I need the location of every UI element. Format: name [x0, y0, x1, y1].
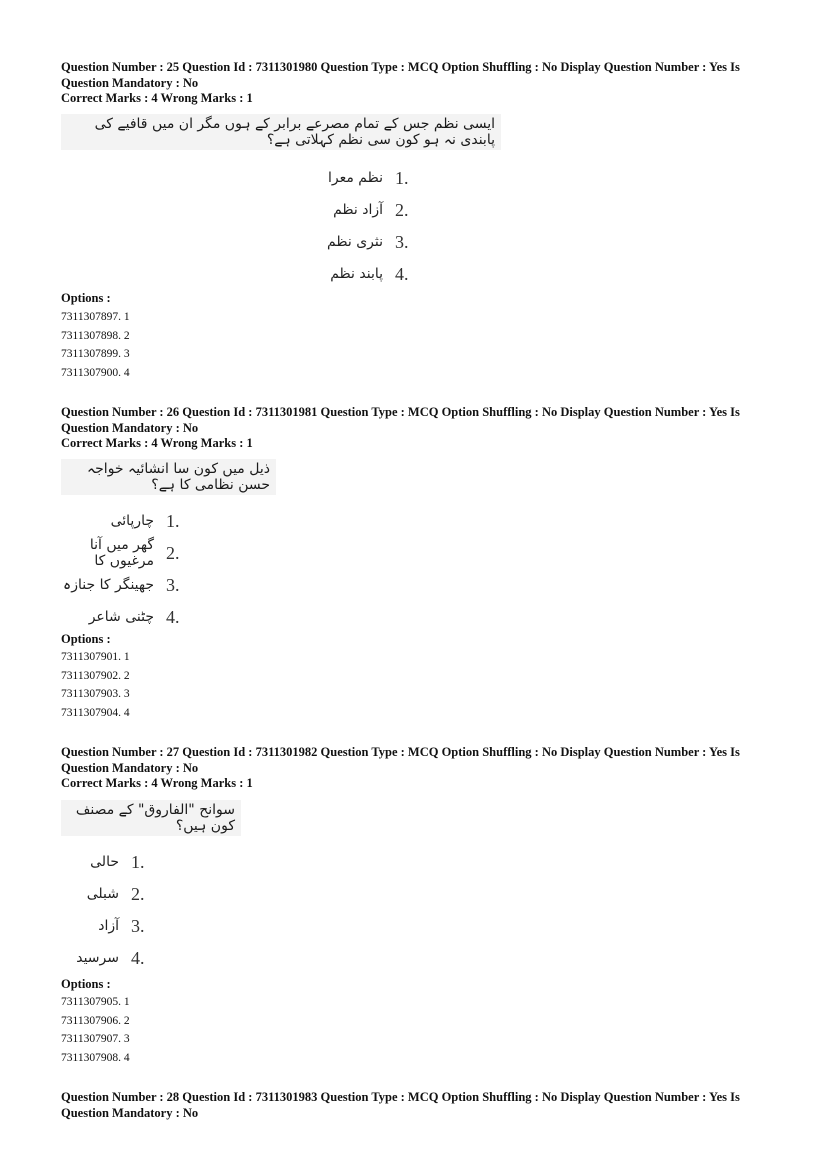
choice — [61, 537, 186, 569]
choice — [61, 846, 151, 878]
choice — [61, 601, 186, 633]
question-26-text-box — [61, 455, 276, 495]
choice-text: گھر میں آنا مرغیوں کا — [89, 537, 154, 569]
choice-text: نثری نظم — [327, 234, 383, 250]
choice-text: چارپائی — [110, 513, 154, 529]
question-27-text-box — [61, 796, 241, 836]
option-id: 7311307905. 1 — [61, 996, 130, 1008]
question-meta-cont: Question Mandatory : No — [61, 1105, 199, 1120]
choice — [61, 569, 186, 601]
choice — [61, 910, 151, 942]
choice-text: شبلی — [86, 886, 119, 902]
choice — [61, 942, 151, 974]
question-27-header — [61, 745, 751, 792]
options-label: Options : — [61, 632, 111, 646]
choice-number: 1. — [166, 510, 180, 531]
option-id: 7311307900. 4 — [61, 366, 130, 379]
choice-number: 4. — [395, 263, 409, 284]
option-id: 7311307902. 2 — [61, 669, 130, 682]
choice — [300, 258, 415, 290]
choice-number: 4. — [166, 606, 180, 627]
question-meta: Question Number : 25 Question Id : 7311301980 Question Type : MCQ Option Shuffling : No Display Question Number : Yes Is — [61, 60, 740, 74]
option-id: 7311307898. 2 — [61, 329, 130, 342]
choice — [300, 226, 415, 258]
choice-text: جھینگر کا جنازہ — [63, 577, 154, 593]
choice-number: 2. — [131, 883, 145, 904]
option-id: 7311307907. 3 — [61, 1033, 130, 1045]
question-text: سوانح "الفاروق" کے مصنف کون ہیں؟ — [61, 800, 241, 836]
choice-text: آزاد — [98, 918, 119, 934]
question-28-header — [61, 1090, 751, 1121]
question-text: ایسی نظم جس کے تمام مصرعے برابر کے ہوں مگر ان میں قافیے کی پابندی نہ ہو کون سی نظم کہلاتی ہے؟ — [61, 114, 501, 150]
options-label: Options : — [61, 291, 111, 305]
option-id: 7311307897. 1 — [61, 311, 130, 323]
choice-number: 3. — [131, 915, 145, 936]
marks-line: Correct Marks : 4 Wrong Marks : 1 — [61, 436, 253, 450]
question-26-header — [61, 405, 751, 452]
option-id: 7311307903. 3 — [61, 688, 130, 700]
option-id: 7311307904. 4 — [61, 706, 130, 719]
choice-text: حالی — [90, 854, 119, 870]
choice-number: 3. — [166, 574, 180, 595]
choice-text: آزاد نظم — [333, 202, 383, 218]
option-id-list — [61, 993, 130, 1067]
options-label: Options : — [61, 977, 111, 991]
choice-number: 2. — [395, 199, 409, 220]
choice-number: 1. — [395, 167, 409, 188]
choice-number: 2. — [166, 542, 180, 563]
option-id-list — [61, 308, 130, 382]
question-meta-cont: Question Mandatory : No — [61, 760, 199, 775]
choice-text: پابند نظم — [330, 266, 383, 282]
question-meta: Question Number : 28 Question Id : 7311301983 Question Type : MCQ Option Shuffling : No Display Question Number : Yes Is — [61, 1090, 740, 1104]
question-meta-cont: Question Mandatory : No — [61, 420, 199, 435]
choice-number: 3. — [395, 231, 409, 252]
choice-text: نظم معرا — [327, 170, 383, 186]
question-25-text-box — [61, 110, 501, 150]
option-id-list — [61, 648, 130, 722]
option-id: 7311307906. 2 — [61, 1014, 130, 1027]
question-26-choices — [61, 505, 186, 633]
question-25-header — [61, 60, 751, 107]
choice-text: چٹنی شاعر — [88, 609, 154, 625]
choice — [300, 194, 415, 226]
choice-number: 1. — [131, 851, 145, 872]
option-id: 7311307899. 3 — [61, 348, 130, 360]
marks-line: Correct Marks : 4 Wrong Marks : 1 — [61, 91, 253, 105]
choice — [61, 505, 186, 537]
choice-number: 4. — [131, 947, 145, 968]
question-27-choices — [61, 846, 151, 974]
question-meta: Question Number : 26 Question Id : 7311301981 Question Type : MCQ Option Shuffling : No Display Question Number : Yes Is — [61, 405, 740, 419]
question-meta: Question Number : 27 Question Id : 7311301982 Question Type : MCQ Option Shuffling : No Display Question Number : Yes Is — [61, 745, 740, 759]
question-25-choices — [300, 162, 415, 290]
choice — [61, 878, 151, 910]
question-text: ذیل میں کون سا انشائیہ خواجہ حسن نظامی کا ہے؟ — [61, 459, 276, 495]
option-id: 7311307908. 4 — [61, 1051, 130, 1064]
choice — [300, 162, 415, 194]
choice-text: سرسید — [76, 950, 119, 966]
option-id: 7311307901. 1 — [61, 651, 130, 663]
marks-line: Correct Marks : 4 Wrong Marks : 1 — [61, 776, 253, 790]
question-meta-cont: Question Mandatory : No — [61, 75, 199, 90]
